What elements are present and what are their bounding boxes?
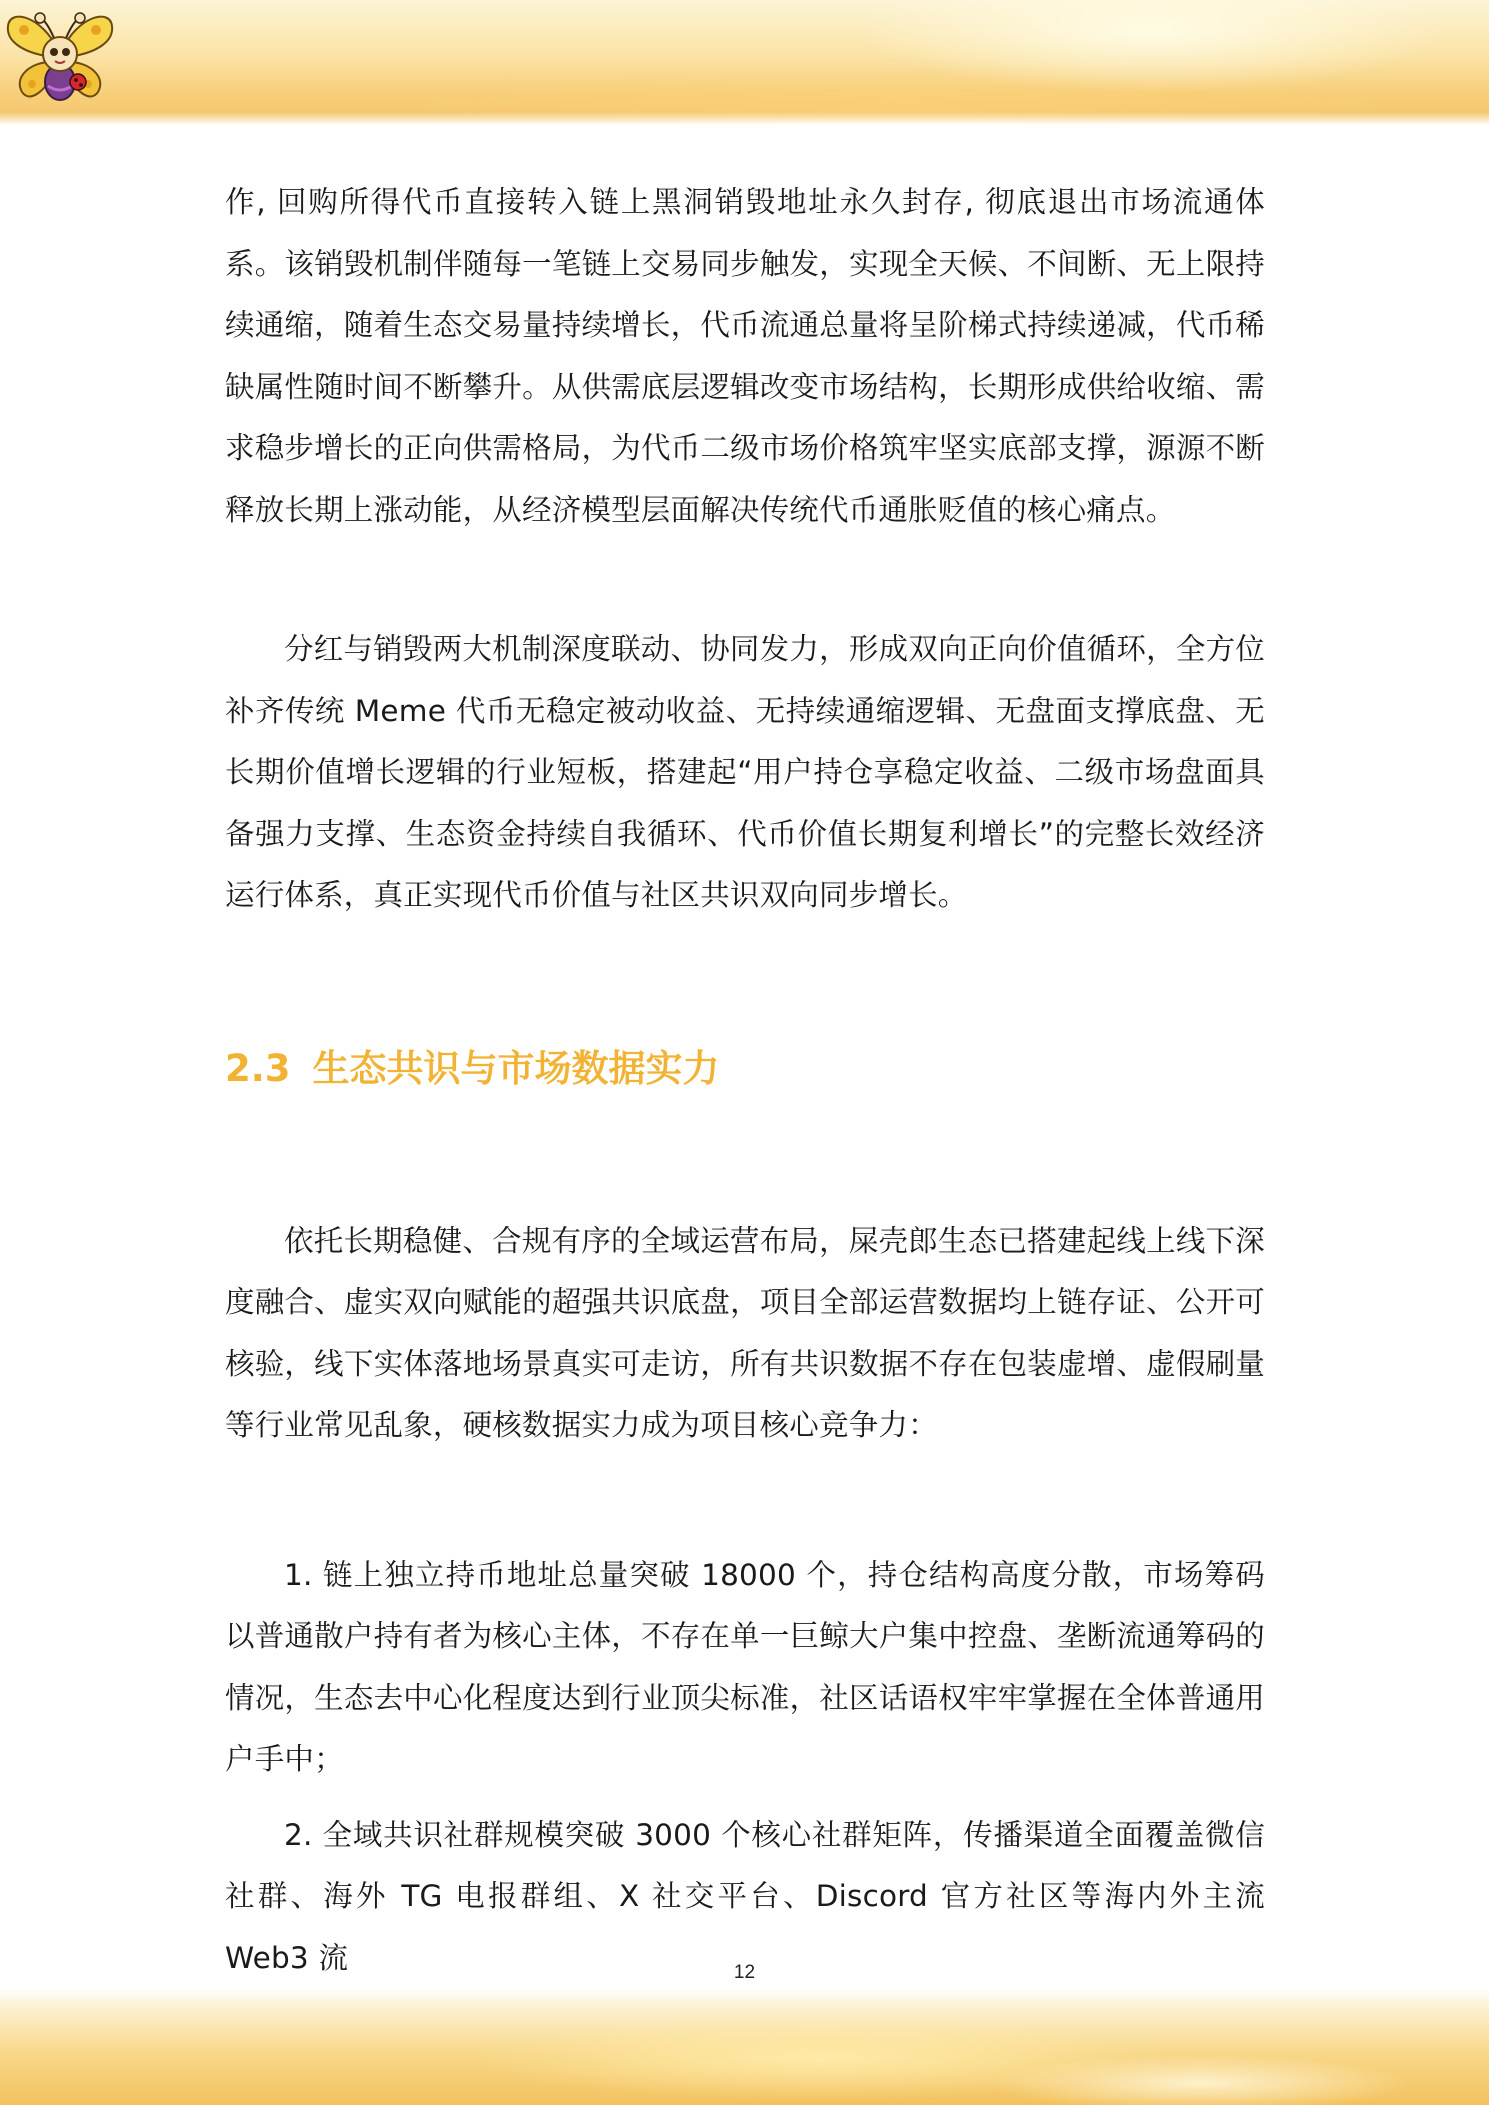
butterfly-mascot-logo: [2, 6, 118, 106]
section-title: 生态共识与市场数据实力: [312, 1046, 720, 1090]
body-paragraph: 依托长期稳健、合规有序的全域运营布局，屎壳郎生态已搭建起线上线下深度融合、虚实双向赋能的超强共识底盘，项目全部运营数据均上链存证、公开可核验，线下实体落地场景真实可走访，所有共识数据不存在包装虚增、虚假刷量等行业常见乱象，硬核数据实力成为项目核心竞争力：: [225, 1223, 1265, 1442]
list-item: 1. 链上独立持币地址总量突破 18000 个，持仓结构高度分散，市场筹码以普通散户持有者为核心主体，不存在单一巨鲸大户集中控盘、垄断流通筹码的情况，生态去中心化程度达到行业顶尖标准，社区话语权牢牢掌握在全体普通用户手中；: [225, 1557, 1265, 1776]
footer-banner: [0, 1988, 1489, 2105]
body-paragraph: 作, 回购所得代币直接转入链上黑洞销毁地址永久封存, 彻底退出市场流通体系。该销毁机制伴随每一笔链上交易同步触发，实现全天候、不间断、无上限持续通缩，随着生态交易量持续增长，代币流通总量将呈阶梯式持续递减，代币稀缺属性随时间不断攀升。从供需底层逻辑改变市场结构，长期形成供给收缩、需求稳步增长的正向供需格局，为代币二级市场价格筑牢坚实底部支撑，源源不断释放长期上涨动能，从经济模型层面解决传统代币通胀贬值的核心痛点。: [225, 185, 1265, 527]
page-number: 12: [733, 1962, 756, 1983]
list-item: 2. 全域共识社群规模突破 3000 个核心社群矩阵，传播渠道全面覆盖微信社群、海外 TG 电报群组、X 社交平台、Discord 官方社区等海内外主流 Web3 流: [225, 1817, 1265, 1975]
document-body: [225, 172, 1265, 1989]
section-number: 2.3: [225, 1046, 291, 1090]
header-banner: [0, 0, 1489, 124]
section-heading: [225, 1039, 1265, 1099]
body-paragraph: 分红与销毁两大机制深度联动、协同发力，形成双向正向价值循环，全方位补齐传统 Meme 代币无稳定被动收益、无持续通缩逻辑、无盘面支撑底盘、无长期价值增长逻辑的行业短板，搭建起“用户持仓享稳定收益、二级市场盘面具备强力支撑、生态资金持续自我循环、代币价值长期复利增长”的完整长效经济运行体系，真正实现代币价值与社区共识双向同步增长。: [225, 632, 1265, 912]
